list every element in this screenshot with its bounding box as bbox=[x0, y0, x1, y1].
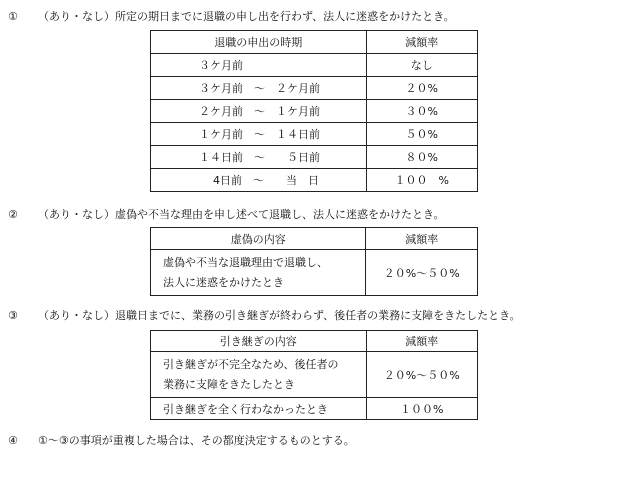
table-header-row bbox=[151, 331, 478, 352]
timing-cell: ３ケ月前 bbox=[199, 59, 243, 72]
content-line-1: 引き継ぎが不完全なため、後任者の bbox=[163, 357, 339, 371]
item-1-table bbox=[150, 30, 478, 192]
timing-cell: ２ケ月前 ～ １ケ月前 bbox=[199, 105, 320, 118]
table-row bbox=[151, 123, 478, 146]
rate-cell: １００ % bbox=[366, 169, 477, 192]
table-header-row bbox=[151, 228, 478, 250]
item-3-number: ③ bbox=[8, 309, 18, 322]
item-2-heading bbox=[8, 206, 445, 222]
rate-cell: ２０% bbox=[366, 77, 477, 100]
rate-cell: ２０%～５０% bbox=[366, 250, 478, 296]
table-row bbox=[151, 54, 478, 77]
table-row bbox=[151, 100, 478, 123]
item-2-table bbox=[150, 227, 478, 296]
table-row bbox=[151, 352, 478, 398]
content-cell: 引き継ぎを全く行わなかったとき bbox=[163, 402, 328, 416]
table-row bbox=[151, 398, 478, 420]
column-header-timing: 退職の申出の時期 bbox=[151, 31, 367, 54]
timing-cell: １ケ月前 ～ １４日前 bbox=[199, 128, 320, 141]
column-header-content: 虚偽の内容 bbox=[151, 228, 366, 250]
item-2-number: ② bbox=[8, 208, 18, 221]
item-1-number: ① bbox=[8, 10, 18, 23]
content-cell bbox=[151, 355, 366, 395]
table-header-row bbox=[151, 31, 478, 54]
content-line-1: 虚偽や不当な退職理由で退職し、 bbox=[163, 255, 328, 269]
rate-cell: ８０% bbox=[366, 146, 477, 169]
timing-cell: 4日前 ～ 当 日 bbox=[213, 174, 319, 187]
rate-cell: なし bbox=[366, 54, 477, 77]
timing-cell: ３ケ月前 ～ ２ケ月前 bbox=[199, 82, 320, 95]
rate-cell: １００% bbox=[366, 398, 477, 420]
table-row bbox=[151, 250, 478, 296]
column-header-content: 引き継ぎの内容 bbox=[151, 331, 367, 352]
item-4-text: ①～③の事項が重複した場合は、その都度決定するものとする。 bbox=[38, 434, 355, 447]
content-line-2: 業務に支障をきたしたとき bbox=[163, 377, 295, 391]
column-header-rate: 減額率 bbox=[366, 228, 478, 250]
content-cell bbox=[151, 253, 365, 293]
item-3-text: （あり・なし）退職日までに、業務の引き継ぎが終わらず、後任者の業務に支障をきたしたとき。 bbox=[38, 309, 521, 322]
item-3-heading bbox=[8, 307, 521, 323]
content-line-2: 法人に迷惑をかけたとき bbox=[163, 275, 284, 289]
item-1-heading bbox=[8, 8, 455, 24]
table-row bbox=[151, 169, 478, 192]
item-4-heading bbox=[8, 432, 355, 448]
table-row bbox=[151, 146, 478, 169]
column-header-rate: 減額率 bbox=[366, 31, 477, 54]
item-2-text: （あり・なし）虚偽や不当な理由を申し述べて退職し、法人に迷惑をかけたとき。 bbox=[38, 208, 445, 221]
item-1-text: （あり・なし）所定の期日までに退職の申し出を行わず、法人に迷惑をかけたとき。 bbox=[38, 10, 455, 23]
rate-cell: ２０%～５０% bbox=[366, 352, 477, 398]
column-header-rate: 減額率 bbox=[366, 331, 477, 352]
rate-cell: ５０% bbox=[366, 123, 477, 146]
item-4-number: ④ bbox=[8, 434, 18, 447]
table-row bbox=[151, 77, 478, 100]
timing-cell: １４日前 ～ ５日前 bbox=[199, 151, 320, 164]
item-3-table bbox=[150, 330, 478, 420]
rate-cell: ３０% bbox=[366, 100, 477, 123]
